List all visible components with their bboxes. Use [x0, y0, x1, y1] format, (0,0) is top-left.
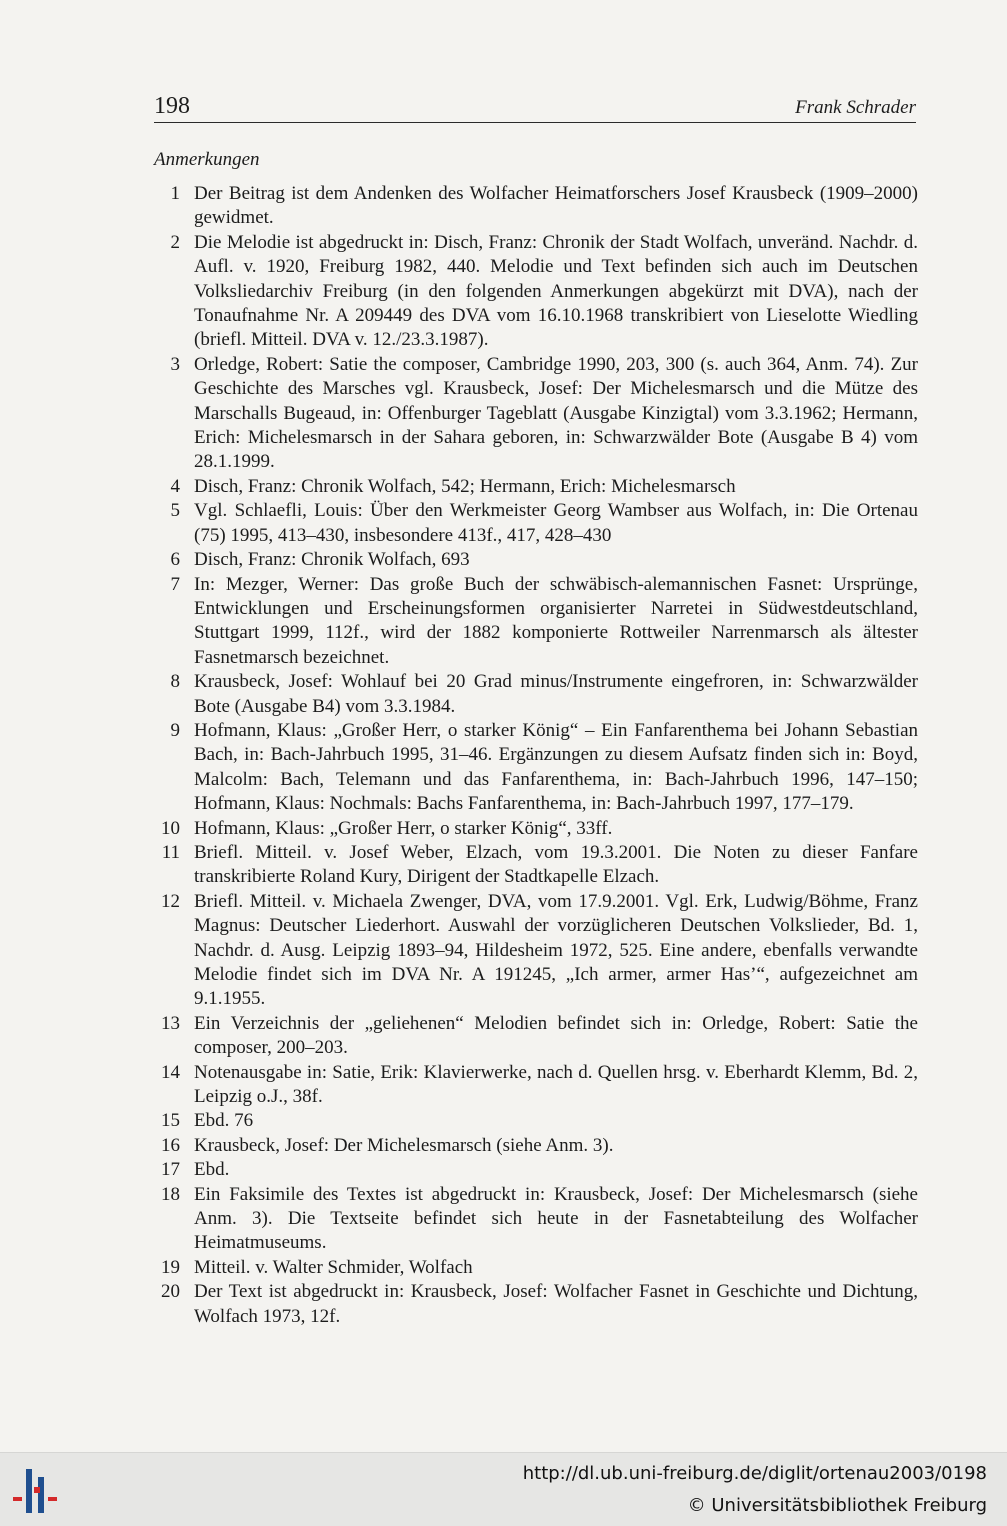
- running-head-author: Frank Schrader: [795, 97, 916, 118]
- note-text: Vgl. Schlaefli, Louis: Über den Werkmeister Georg Wambser aus Wolfach, in: Die Ortenau (75) 1995, 413–430, insbesondere 413f., 417, 428–430: [194, 500, 918, 546]
- note-number: 4: [170, 475, 180, 497]
- note-text: Briefl. Mitteil. v. Michaela Zwenger, DVA, vom 17.9.2001. Vgl. Erk, Ludwig/Böhme, Franz Magnus: Deutscher Liederhort. Auswahl der vorzüglicheren Deutschen Volkslieder, Bd. 1, Nachdr. d. Ausg. Leipzig 1893–94, Hildesheim 1972, 525. Eine andere, ebenfalls verwandte Melodie findet sich im DVA Nr. A 191245, „Ich armer, armer Has’“, aufgezeichnet am 9.1.1955.: [194, 890, 918, 1010]
- note-number: 7: [170, 573, 180, 595]
- note-text: Notenausgabe in: Satie, Erik: Klavierwerke, nach d. Quellen hrsg. v. Eberhardt Klemm, Bd. 2, Leipzig o.J., 38f.: [194, 1061, 918, 1108]
- note-item: [150, 670, 918, 719]
- note-number: 18: [161, 1183, 180, 1205]
- note-number: 1: [170, 183, 180, 204]
- note-text: Der Text ist abgedruckt in: Krausbeck, Josef: Wolfacher Fasnet in Geschichte und Dichtung, Wolfach 1973, 12f.: [194, 1281, 918, 1327]
- note-item: [150, 890, 918, 1012]
- note-number: 19: [161, 1256, 180, 1278]
- note-item: [150, 353, 918, 475]
- note-number: 17: [161, 1159, 180, 1181]
- note-number: 9: [170, 719, 180, 741]
- note-number: 2: [170, 231, 180, 253]
- note-text: Hofmann, Klaus: „Großer Herr, o starker König“, 33ff.: [194, 817, 613, 839]
- note-number: 15: [161, 1110, 180, 1132]
- note-text: Disch, Franz: Chronik Wolfach, 693: [194, 549, 470, 571]
- note-number: 6: [170, 549, 180, 571]
- note-number: 10: [161, 817, 180, 839]
- note-item: [150, 841, 918, 890]
- note-item: [150, 182, 918, 231]
- section-title: Anmerkungen: [154, 149, 260, 170]
- note-item: [150, 499, 918, 548]
- note-text: Krausbeck, Josef: Der Michelesmarsch (siehe Anm. 3).: [194, 1134, 614, 1156]
- note-number: 14: [161, 1061, 180, 1083]
- note-item: [150, 817, 918, 841]
- note-item: [150, 719, 918, 817]
- note-item: [150, 1183, 918, 1256]
- note-number: 11: [161, 841, 180, 863]
- note-item: [150, 1158, 918, 1182]
- note-text: Die Melodie ist abgedruckt in: Disch, Franz: Chronik der Stadt Wolfach, unveränd. Nachdr. d. Aufl. v. 1920, Freiburg 1982, 440. Melodie und Text befinden sich auch im Deutschen Volksliedarchiv Freiburg (in den folgenden Anmerkungen abgekürzt mit DVA), nach der Tonaufnahme Nr. A 209449 des DVA vom 16.10.1968 transkribiert von Lieselotte Wiedling (briefl. Mitteil. DVA v. 12./23.3.1987).: [194, 231, 918, 351]
- note-number: 8: [170, 671, 180, 693]
- note-item: [150, 1012, 918, 1061]
- note-item: [150, 548, 918, 572]
- note-text: Briefl. Mitteil. v. Josef Weber, Elzach, vom 19.3.2001. Die Noten zu dieser Fanfare transkribierte Roland Kury, Dirigent der Stadtkapelle Elzach.: [194, 841, 918, 888]
- copyright-notice: © Universitätsbibliothek Freiburg: [687, 1495, 987, 1516]
- running-head: [154, 92, 916, 123]
- note-number: 16: [161, 1134, 180, 1156]
- note-number: 20: [161, 1281, 180, 1303]
- note-text: Ein Faksimile des Textes ist abgedruckt in: Krausbeck, Josef: Der Michelesmarsch (siehe Anm. 3). Die Textseite befindet sich heute in der Fasnetabteilung des Wolfacher Heimatmuseums.: [194, 1183, 918, 1254]
- note-text: Disch, Franz: Chronik Wolfach, 542; Hermann, Erich: Michelesmarsch: [194, 475, 736, 497]
- notes-list: [150, 182, 918, 1329]
- note-item: [150, 573, 918, 671]
- note-text: In: Mezger, Werner: Das große Buch der schwäbisch-alemannischen Fasnet: Ursprünge, Entwicklungen und Erscheinungsformen organisierter Narretei in Südwestdeutschland, Stuttgart 1999, 112f., wird der 1882 komponierte Rottweiler Narrenmarsch als ältester Fasnetmarsch bezeichnet.: [194, 573, 918, 668]
- footer-bar: [0, 1452, 1007, 1526]
- note-item: [150, 1256, 918, 1280]
- note-number: 5: [170, 500, 180, 522]
- note-text: Krausbeck, Josef: Wohlauf bei 20 Grad minus/Instrumente eingefroren, in: Schwarzwälder Bote (Ausgabe B4) vom 3.3.1984.: [194, 671, 918, 717]
- note-number: 3: [170, 353, 180, 375]
- note-number: 13: [161, 1012, 180, 1034]
- note-item: [150, 1134, 918, 1158]
- note-number: 12: [161, 890, 180, 912]
- note-text: Mitteil. v. Walter Schmider, Wolfach: [194, 1256, 473, 1278]
- note-text: Ebd.: [194, 1159, 230, 1181]
- note-item: [150, 231, 918, 353]
- source-url-link[interactable]: http://dl.ub.uni-freiburg.de/diglit/ortenau2003/0198: [522, 1463, 987, 1484]
- note-text: Der Beitrag ist dem Andenken des Wolfacher Heimatforschers Josef Krausbeck (1909–2000) gewidmet.: [194, 183, 918, 229]
- page-number: 198: [154, 93, 190, 119]
- note-item: [150, 1109, 918, 1133]
- note-text: Ebd. 76: [194, 1110, 254, 1132]
- note-text: Hofmann, Klaus: „Großer Herr, o starker König“ – Ein Fanfarenthema bei Johann Sebastian Bach, in: Bach-Jahrbuch 1995, 31–46. Ergänzungen zu diesem Aufsatz finden sich in: Boyd, Malcolm: Bach, Telemann und das Fanfarenthema, in: Bach-Jahrbuch 1996, 147–150; Hofmann, Klaus: Nochmals: Bachs Fanfarenthema, in: Bach-Jahrbuch 1997, 177–179.: [194, 719, 918, 815]
- note-text: Ein Verzeichnis der „geliehenen“ Melodien befindet sich in: Orledge, Robert: Satie the composer, 200–203.: [194, 1012, 918, 1059]
- note-item: [150, 1061, 918, 1110]
- note-text: Orledge, Robert: Satie the composer, Cambridge 1990, 203, 300 (s. auch 364, Anm. 74). Zur Geschichte des Marsches vgl. Krausbeck, Josef: Der Michelesmarsch und die Mütze des Marschalls Bugeaud, in: Offenburger Tageblatt (Ausgabe Kinzigtal) vom 3.3.1962; Hermann, Erich: Michelesmarsch in der Sahara geboren, in: Schwarzwälder Bote (Ausgabe B 4) vom 28.1.1999.: [194, 353, 918, 473]
- note-item: [150, 1280, 918, 1329]
- note-item: [150, 475, 918, 499]
- ub-freiburg-logo-icon[interactable]: [10, 1463, 66, 1519]
